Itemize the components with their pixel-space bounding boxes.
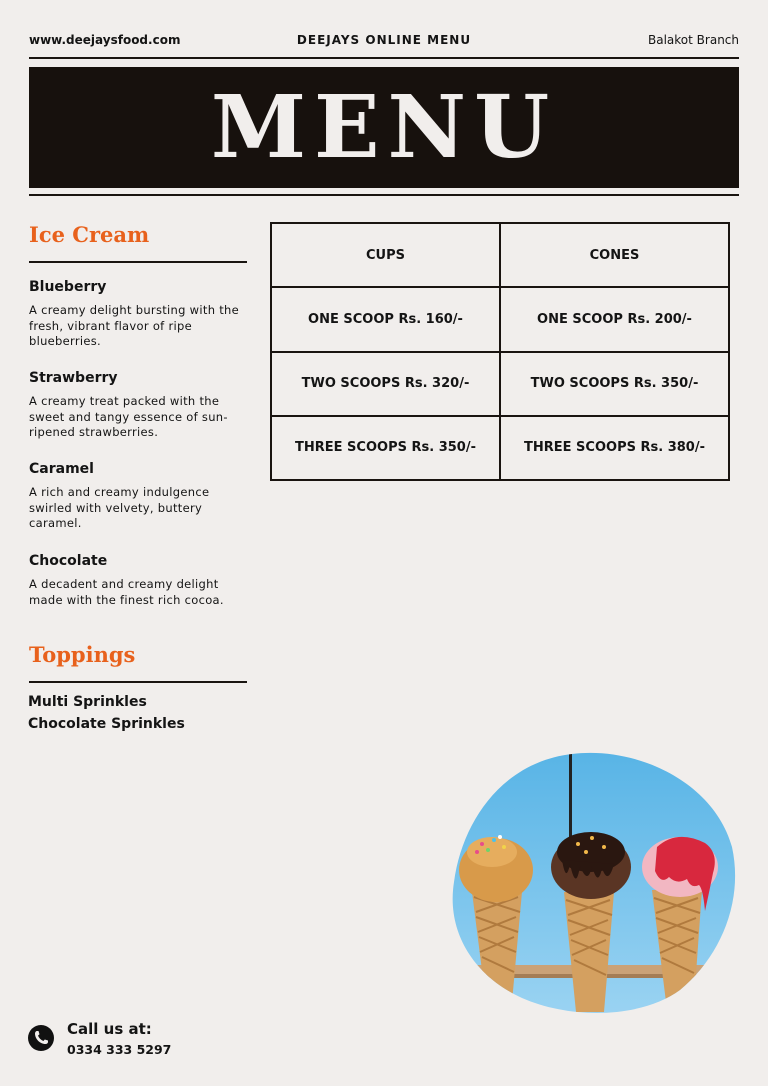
menu-item: [29, 279, 244, 350]
table-cell: ONE SCOOP Rs. 200/-: [500, 287, 729, 351]
toppings-heading: Toppings: [29, 642, 136, 667]
toppings-divider: [29, 681, 247, 683]
menu-item: [29, 370, 244, 441]
column-header-cones: CONES: [500, 223, 729, 287]
header-divider: [29, 57, 739, 59]
phone-icon: [28, 1025, 54, 1051]
ice-cream-heading: Ice Cream: [29, 222, 150, 247]
menu-item-description: A decadent and creamy delight made with the finest rich cocoa.: [29, 577, 224, 607]
website-link[interactable]: www.deejaysfood.com: [29, 33, 181, 47]
table-cell: TWO SCOOPS Rs. 350/-: [500, 352, 729, 416]
column-header-cups: CUPS: [271, 223, 500, 287]
table-cell: TWO SCOOPS Rs. 320/-: [271, 352, 500, 416]
menu-banner: MENU: [29, 67, 739, 188]
table-cell: ONE SCOOP Rs. 160/-: [271, 287, 500, 351]
menu-item-name: Strawberry: [29, 370, 118, 386]
menu-item: [29, 553, 244, 608]
topping-item: Multi Sprinkles: [28, 694, 147, 710]
table-cell: THREE SCOOPS Rs. 380/-: [500, 416, 729, 480]
table-row: [271, 416, 729, 480]
table-header-row: [271, 223, 729, 287]
call-us-label: Call us at:: [67, 1020, 152, 1038]
menu-item-description: A creamy delight bursting with the fresh, vibrant flavor of ripe blueberries.: [29, 303, 240, 348]
table-cell: THREE SCOOPS Rs. 350/-: [271, 416, 500, 480]
topping-item: Chocolate Sprinkles: [28, 716, 185, 732]
ice-cream-cones-photo: [452, 752, 737, 1014]
banner-divider: [29, 194, 739, 196]
price-table: [270, 222, 730, 481]
menu-item-description: A creamy treat packed with the sweet and tangy essence of sun-ripened strawberries.: [29, 394, 228, 439]
menu-item: [29, 461, 244, 532]
menu-item-name: Caramel: [29, 461, 94, 477]
menu-item-name: Blueberry: [29, 279, 107, 295]
ice-cream-divider: [29, 261, 247, 263]
table-row: [271, 352, 729, 416]
branch-label: Balakot Branch: [648, 33, 739, 47]
phone-number[interactable]: 0334 333 5297: [67, 1042, 172, 1057]
table-row: [271, 287, 729, 351]
page-header-title: DEEJAYS ONLINE MENU: [296, 33, 472, 47]
top-bar: [29, 33, 739, 51]
menu-item-description: A rich and creamy indulgence swirled with velvety, buttery caramel.: [29, 485, 210, 530]
menu-item-name: Chocolate: [29, 553, 108, 569]
